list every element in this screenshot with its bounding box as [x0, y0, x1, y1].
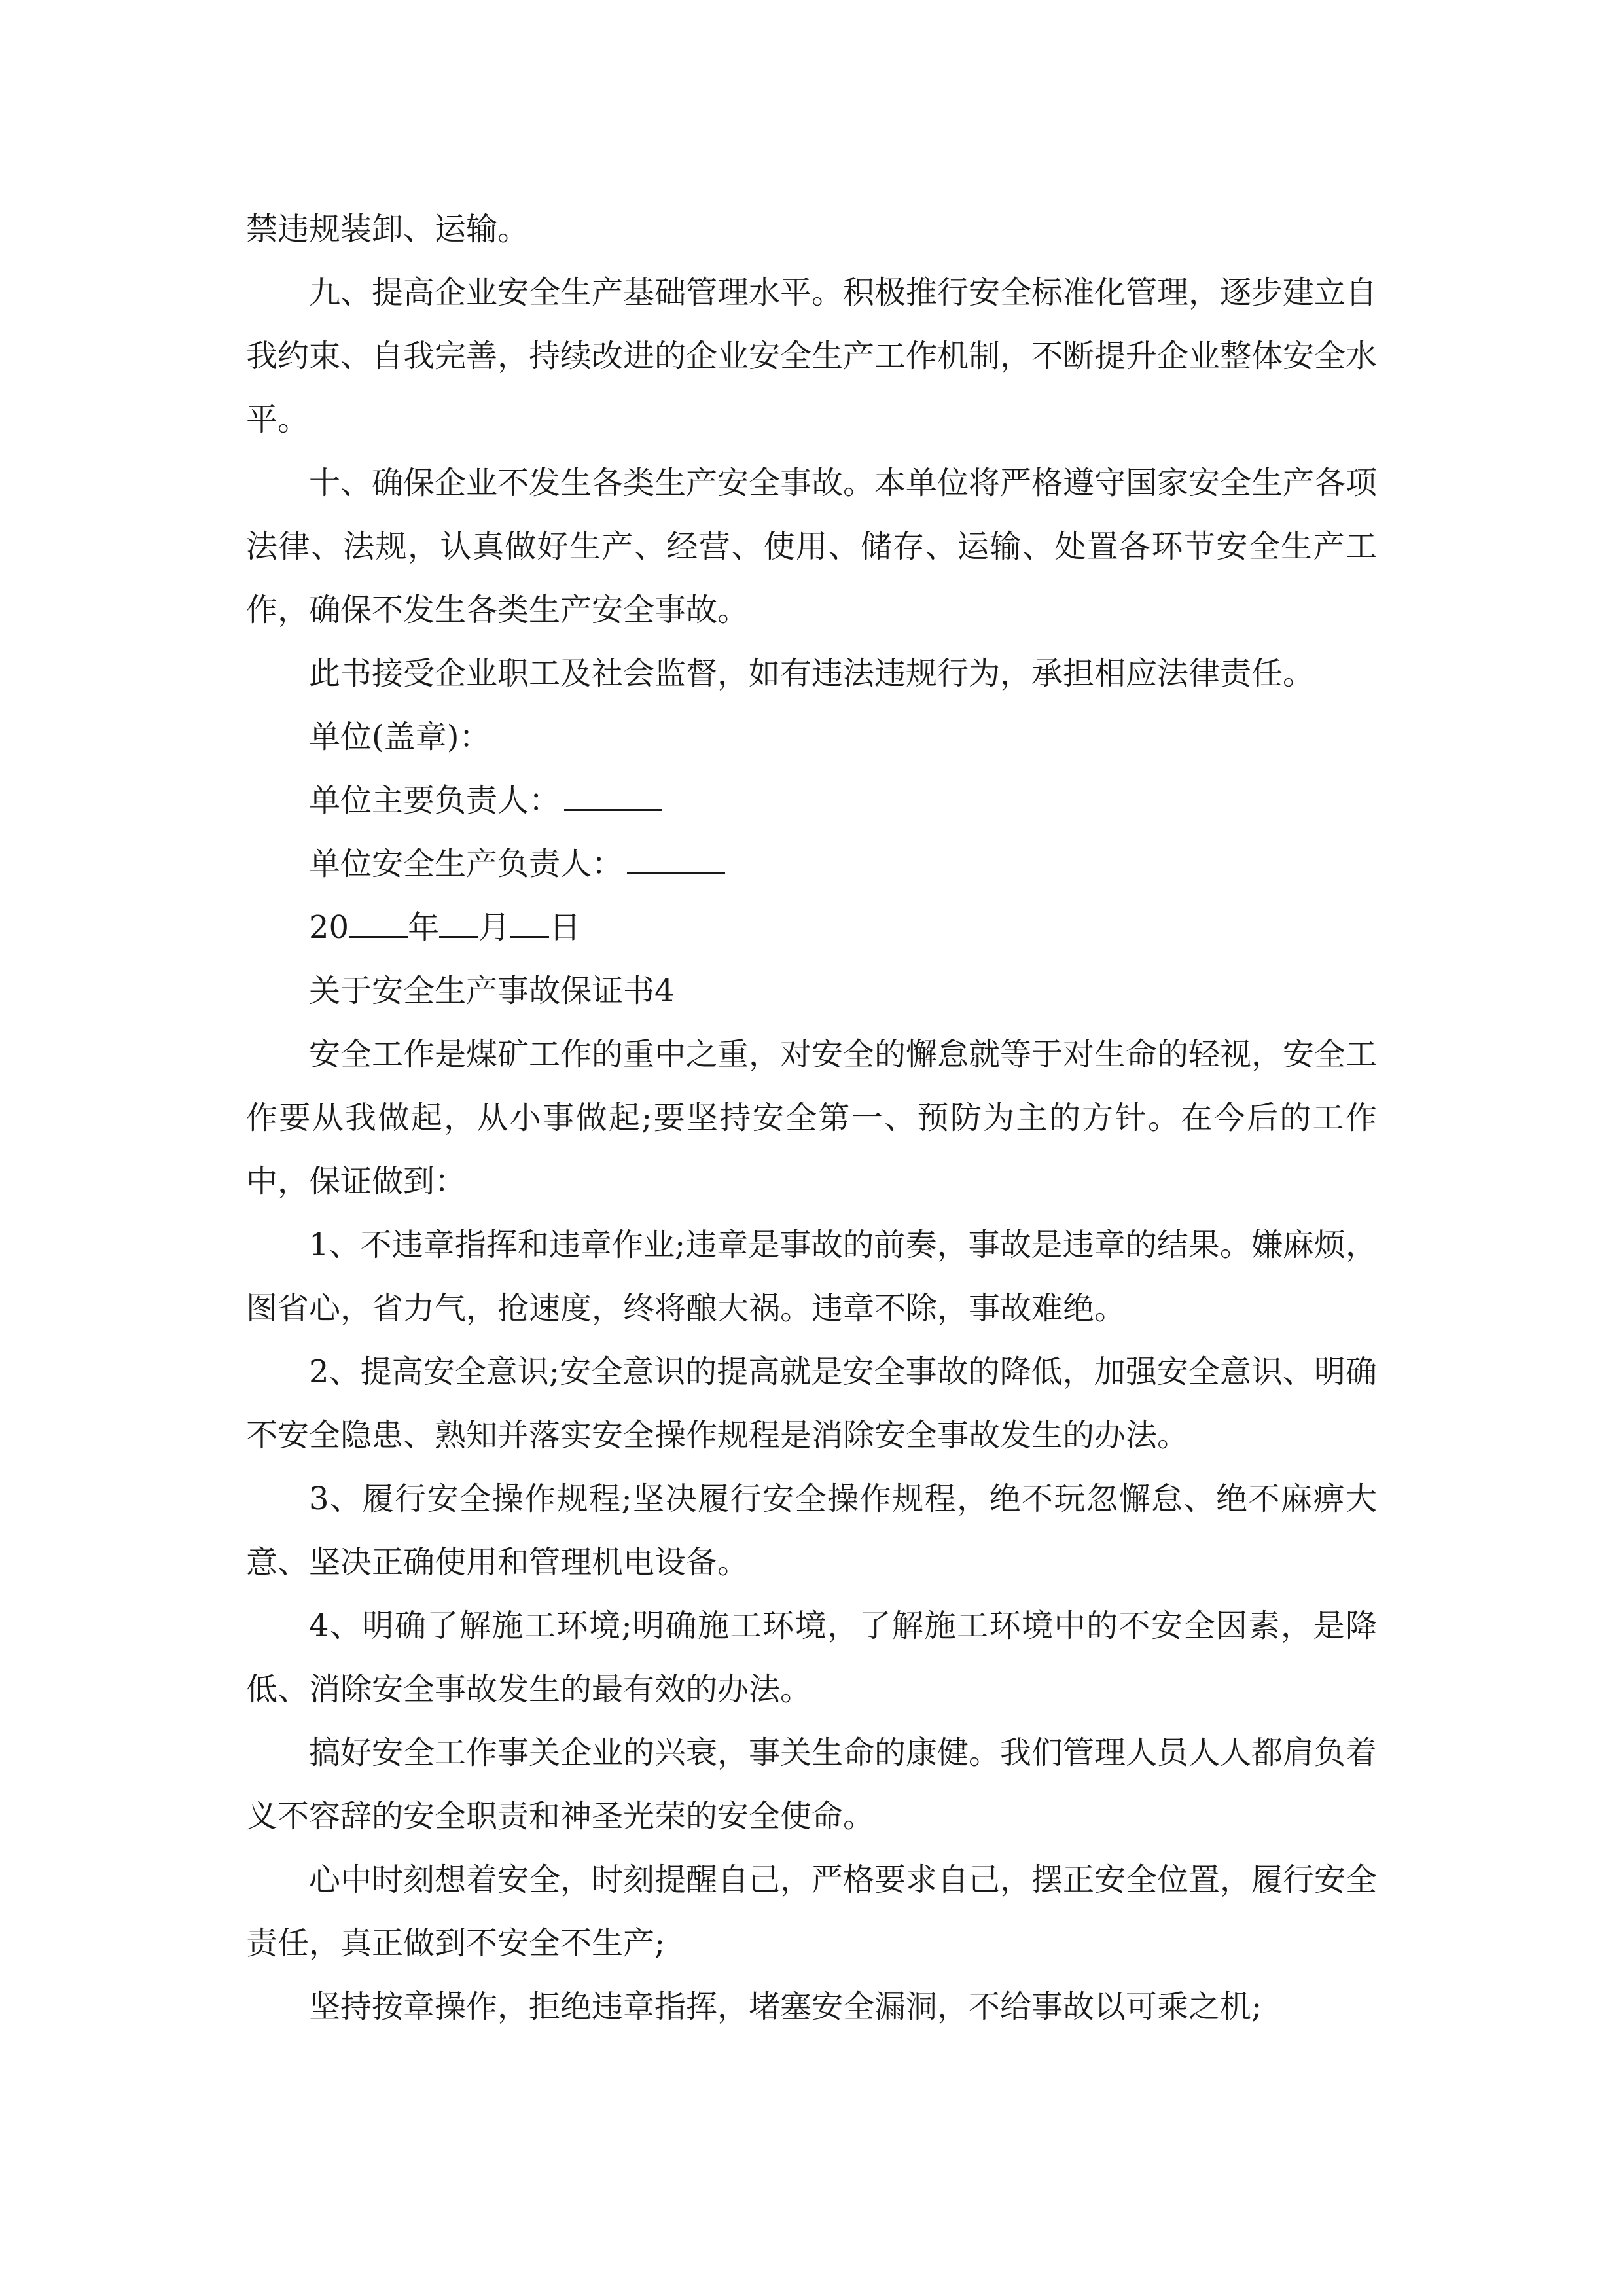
signature-main-person-blank — [564, 783, 662, 811]
date-year-label: 年 — [408, 909, 440, 946]
body-paragraph-mindset: 心中时刻想着安全，时刻提醒自己，严格要求自己，摆正安全位置，履行安全责任，真正做到不安全不生产; — [246, 1861, 1378, 1962]
signature-date — [246, 896, 1377, 960]
date-month-label: 月 — [478, 909, 510, 946]
signature-unit-seal — [246, 706, 1377, 769]
date-day-label: 日 — [549, 909, 581, 946]
date-prefix: 20 — [309, 909, 349, 946]
signature-main-person — [246, 769, 1377, 833]
signature-safety-person-label: 单位安全生产负责人： — [309, 846, 624, 882]
signature-safety-person-blank — [627, 846, 725, 874]
body-paragraph-rules: 坚持按章操作，拒绝违章指挥，堵塞安全漏洞，不给事故以可乘之机; — [309, 1988, 1262, 2025]
date-day-blank — [510, 910, 549, 938]
paragraph-item-ten: 十、确保企业不发生各类生产安全事故。本单位将严格遵守国家安全生产各项法律、法规，认真做好生产、经营、使用、储存、运输、处置各环节安全生产工作，确保不发生各类生产安全事故。 — [246, 465, 1378, 628]
body-item-3: 3、履行安全操作规程;坚决履行安全操作规程，绝不玩忽懈怠、绝不麻痹大意、坚决正确使用和管理机电设备。 — [246, 1480, 1377, 1581]
signature-safety-person — [246, 833, 1377, 896]
paragraph-supervision: 此书接受企业职工及社会监督，如有违法违规行为，承担相应法律责任。 — [309, 655, 1315, 692]
section-title: 关于安全生产事故保证书4 — [309, 973, 675, 1009]
signature-unit-seal-label: 单位(盖章)： — [309, 719, 491, 755]
body-paragraph-mission: 搞好安全工作事关企业的兴衰，事关生命的康健。我们管理人员人人都肩负着义不容辞的安全职责和神圣光荣的安全使命。 — [246, 1734, 1378, 1835]
body-item-2: 2、提高安全意识;安全意识的提高就是安全事故的降低，加强安全意识、明确不安全隐患、熟知并落实安全操作规程是消除安全事故发生的办法。 — [246, 1354, 1377, 1454]
body-item-4: 4、明确了解施工环境;明确施工环境，了解施工环境中的不安全因素，是降低、消除安全事故发生的最有效的办法。 — [246, 1607, 1377, 1708]
date-year-blank — [349, 910, 408, 938]
paragraph-continuation: 禁违规装卸、运输。 — [246, 211, 529, 247]
signature-main-person-label: 单位主要负责人： — [309, 782, 561, 819]
body-item-1: 1、不违章指挥和违章作业;违章是事故的前奏，事故是违章的结果。嫌麻烦，图省心，省力气，抢速度，终将酿大祸。违章不除，事故难绝。 — [246, 1227, 1377, 1327]
body-intro: 安全工作是煤矿工作的重中之重，对安全的懈怠就等于对生命的轻视，安全工作要从我做起，从小事做起;要坚持安全第一、预防为主的方针。在今后的工作中，保证做到： — [246, 1036, 1378, 1200]
paragraph-item-nine: 九、提高企业安全生产基础管理水平。积极推行安全标准化管理，逐步建立自我约束、自我完善，持续改进的企业安全生产工作机制，不断提升企业整体安全水平。 — [246, 274, 1378, 438]
document-content — [246, 198, 1377, 2039]
date-month-blank — [439, 910, 478, 938]
